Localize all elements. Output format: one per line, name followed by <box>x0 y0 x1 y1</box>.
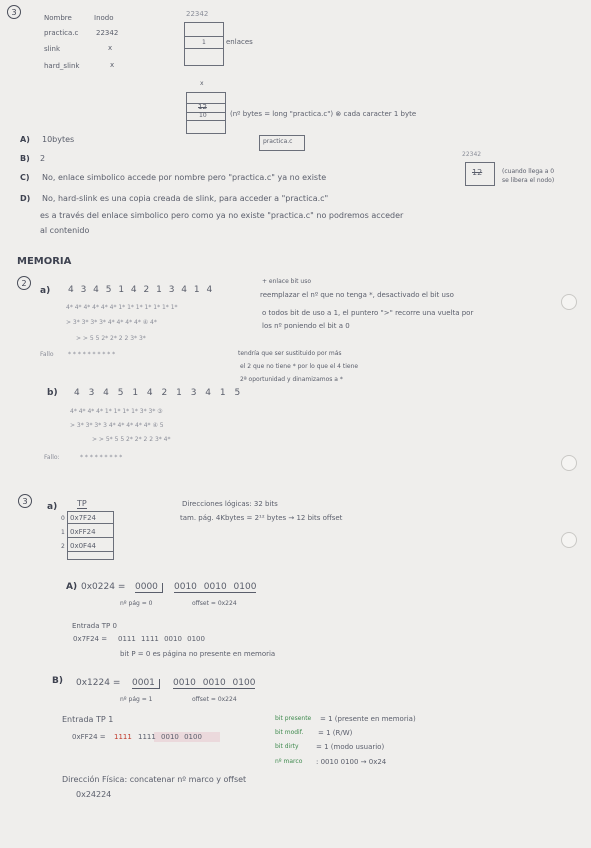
slink-count: 12 <box>198 103 207 111</box>
A-address: 0x0224 = <box>81 582 126 592</box>
B-offset-label: offset = 0x224 <box>192 696 237 703</box>
B-flag3-label: bit dirty <box>275 743 299 750</box>
q2a-note-3: o todos bit de uso a 1, el puntero ">" recorre una vuelta por <box>262 309 474 317</box>
B-flag2-label: bit modif. <box>275 729 304 736</box>
B-page-bits: 0001 <box>132 679 160 689</box>
B-entry-high-bits: 1111 <box>114 733 132 741</box>
practica-box-label: practica.c <box>263 138 293 145</box>
practica-inodo: 22342 <box>96 29 119 37</box>
tp-title: TP <box>77 499 87 508</box>
slink-name: slink <box>44 45 61 53</box>
A-label: A) <box>66 582 78 592</box>
q2a-note-2: reemplazar el nº que no tenga *, desactivado el bit uso <box>260 291 454 299</box>
q2a-note-1: + enlace bit uso <box>262 278 312 285</box>
A-offset-label: offset = 0x224 <box>192 600 237 607</box>
q2a-fallo-marks: * * * * * * * * * * <box>68 351 116 358</box>
tp-index: 0 <box>61 515 65 522</box>
q2b-fallo-label: Fallo: <box>44 454 60 461</box>
diagram-x: x <box>200 80 204 87</box>
question-3-number: 3 <box>18 494 32 508</box>
q2b-label: b) <box>47 388 58 398</box>
practica-name: practica.c <box>44 29 79 37</box>
q3a-label: a) <box>47 502 58 512</box>
B-entry: Entrada TP 1 <box>62 715 114 724</box>
diagram-right-number: 22342 <box>462 151 482 158</box>
B-flag1: = 1 (presente en memoria) <box>320 715 416 723</box>
q2a-note-5: tendría que ser sustituido por más <box>238 350 342 357</box>
B-entry-rest: 1111 0010 0100 <box>138 733 202 741</box>
answer-a-text: 10bytes <box>42 135 75 144</box>
counter-note-2: se libera el nodo) <box>502 177 555 184</box>
q2a-note-4: los nº poniendo el bit a 0 <box>262 322 350 330</box>
B-label: B) <box>52 676 63 686</box>
q2b-fallo-marks: * * * * * * * * * <box>80 454 123 461</box>
answer-d-label: D) <box>20 194 31 203</box>
q2a-row1: 4* 4* 4* 4* 4* 4* 1* 1* 1* 1* 1* 1* 1* <box>66 304 178 311</box>
inode-row-value: 1 <box>202 39 206 46</box>
A-entry-note: bit P = 0 es página no presente en memoria <box>120 650 276 658</box>
slink-inodo: x <box>108 44 113 52</box>
B-offset-bits: 0010 0010 0100 <box>173 678 256 688</box>
q2a-sequence: 4 3 4 5 1 4 2 1 3 4 1 4 <box>68 285 215 295</box>
slink-size: 10 <box>199 112 207 119</box>
A-page-label: nº pág = 0 <box>120 600 153 607</box>
punch-hole <box>561 455 577 471</box>
slink-divider <box>186 120 225 121</box>
punch-hole <box>561 294 577 310</box>
question-2-number: 2 <box>17 276 31 290</box>
answer-b-text: 2 <box>40 154 46 163</box>
tp-row: 0xFF24 <box>68 526 113 538</box>
q2a-fallo-label: Fallo <box>40 351 54 358</box>
diagram-note: (nº bytes = long "practica.c") ⊗ cada caracter 1 byte <box>230 110 417 118</box>
answer-d-line3: al contenido <box>40 226 90 235</box>
answer-d-line1: No, hard-slink es una copia creada de slink, para acceder a "practica.c" <box>42 194 329 203</box>
A-page-bits: 0000 <box>135 583 163 593</box>
B-flag2: = 1 (R/W) <box>318 729 353 737</box>
nombre-label: Nombre <box>44 14 72 22</box>
q2a-row2: > 3* 3* 3* 3* 4* 4* 4* 4* ④ 4* <box>66 319 157 326</box>
A-entry: Entrada TP 0 <box>72 622 117 630</box>
A-entry-label: 0x7F24 = <box>73 635 108 643</box>
answer-d-line2: es a través del enlace simbolico pero como ya no existe "practica.c" no podremos acceder <box>40 211 404 220</box>
q2a-note-6: el 2 que no tiene * por lo que el 4 tiene <box>240 363 359 370</box>
memoria-heading: MEMORIA <box>17 256 72 267</box>
B-flag4: : 0010 0100 → 0x24 <box>316 758 387 766</box>
dir-note-2: tam. pág. 4Kbytes = 2¹² bytes → 12 bits offset <box>180 514 343 522</box>
counter-value: 12 <box>472 168 483 177</box>
answer-c-label: C) <box>20 173 30 182</box>
q2b-row3: > > 5* 5 5 2* 2* 2 2 3* 4* <box>92 436 171 443</box>
B-address: 0x1224 = <box>76 678 121 688</box>
B-flag1-label: bit presente <box>275 715 312 722</box>
answer-b-label: B) <box>20 154 30 163</box>
hardslink-name: hard_slink <box>44 62 80 70</box>
inodo-label: Inodo <box>94 14 114 22</box>
physical-address-line1: Dirección Física: concatenar nº marco y offset <box>62 775 247 784</box>
q2b-row1: 4* 4* 4* 4* 1* 1* 1* 1* 3* 3* ③ <box>70 408 163 415</box>
punch-hole <box>561 532 577 548</box>
q2a-note-7: 2ª oportunidad y dinamizamos a * <box>240 376 343 383</box>
enlaces-label: enlaces <box>226 38 253 46</box>
B-flag4-label: nº marco <box>275 758 303 765</box>
q2b-sequence: 4 3 4 5 1 4 2 1 3 4 1 5 <box>74 388 244 398</box>
q2b-row2: > 3* 3* 3* 3 4* 4* 4* 4* 4* ④ 5 <box>70 422 164 429</box>
answer-c-text: No, enlace simbolico accede por nombre pero "practica.c" ya no existe <box>42 173 327 182</box>
B-entry-label: 0xFF24 = <box>72 733 106 741</box>
tp-index: 2 <box>61 543 65 550</box>
dir-note-1: Direcciones lógicas: 32 bits <box>182 500 278 508</box>
answer-a-label: A) <box>20 135 30 144</box>
tp-index: 1 <box>61 529 65 536</box>
tp-table <box>67 511 114 560</box>
hardslink-inodo: x <box>110 61 115 69</box>
inode-divider <box>184 36 223 37</box>
tp-row: 0x0F44 <box>68 540 113 552</box>
A-entry-value: 0111 1111 0010 0100 <box>118 635 205 643</box>
inode-divider <box>184 48 223 49</box>
physical-address-line2: 0x24224 <box>76 790 112 799</box>
diagram-top-number: 22342 <box>186 10 209 18</box>
tp-row: 0x7F24 <box>68 512 113 524</box>
q2a-row3: > > 5 5 2* 2* 2 2 3* 3* <box>76 335 146 342</box>
B-flag3: = 1 (modo usuario) <box>316 743 385 751</box>
counter-note-1: (cuando llega a 0 <box>502 168 555 175</box>
question-number: 3 <box>7 5 21 19</box>
q2a-label: a) <box>40 286 51 296</box>
B-page-label: nº pág = 1 <box>120 696 153 703</box>
A-offset-bits: 0010 0010 0100 <box>174 582 257 592</box>
